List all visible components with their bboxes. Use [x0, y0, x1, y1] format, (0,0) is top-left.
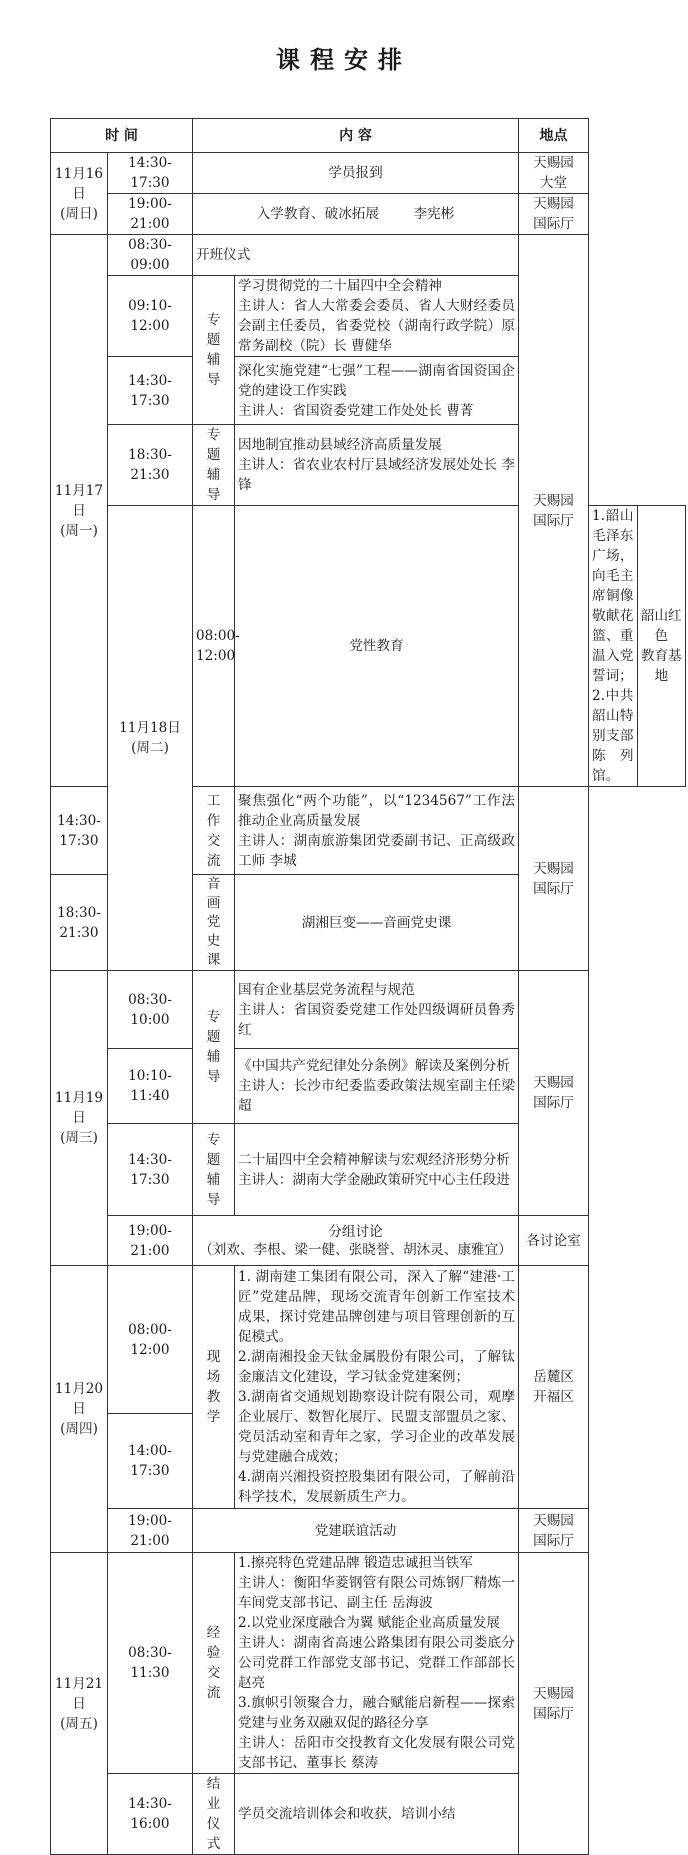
- place-cell: 各讨论室: [519, 1216, 589, 1266]
- date-cell: 11月20日 (周四): [51, 1266, 108, 1553]
- content-cell: 因地制宜推动县域经济高质量发展 主讲人：省农业农村厅县域经济发展处处长 李锋: [235, 425, 519, 506]
- date-cell: 11月19日 (周三): [51, 971, 108, 1266]
- category-cell: 现场教学: [193, 1266, 235, 1509]
- category-cell: 音画党史课: [193, 875, 235, 971]
- content-cell: 二十届四中全会精神解读与宏观经济形势分析 主讲人：湖南大学金融政策研究中心主任段进: [235, 1124, 519, 1216]
- time-cell: 14:30-16:00: [108, 1774, 193, 1855]
- time-cell: 19:00-21:00: [108, 1216, 193, 1266]
- content-cell: 入学教育、破冰拓展 李宪彬: [193, 194, 519, 235]
- page-title: 课程安排: [276, 45, 412, 74]
- header-row: [51, 119, 686, 153]
- place-cell: 天赐园 国际厅: [519, 235, 589, 787]
- content-cell: 分组讨论 （刘欢、李根、梁一健、张晓誉、胡沐灵、康雅宜）: [193, 1216, 519, 1266]
- time-cell: 14:00-17:30: [108, 1414, 193, 1509]
- table-row: [51, 1774, 686, 1855]
- time-cell: 08:30-11:30: [108, 1553, 193, 1774]
- date-cell: 11月16日 (周日): [51, 153, 108, 235]
- table-row: [51, 153, 686, 194]
- place-cell: 天赐园 国际厅: [519, 1553, 589, 1855]
- date-cell: 11月17日 (周一): [51, 235, 108, 787]
- content-cell: 学员交流培训体会和收获，培训小结: [235, 1774, 519, 1855]
- category-cell: 专题辅导: [193, 1124, 235, 1216]
- content-cell: 深化实施党建“七强”工程——湖南省国资国企党的建设工作实践 主讲人：省国资委党建工作处处长 曹菁: [235, 357, 519, 425]
- category-cell: 工作交流: [193, 787, 235, 875]
- time-cell: 18:30-21:30: [108, 425, 193, 506]
- category-cell: 经验交流: [193, 1553, 235, 1774]
- table-row: [51, 425, 686, 506]
- table-row: [51, 1124, 686, 1216]
- time-cell: 14:30-17:30: [51, 787, 108, 875]
- time-cell: 09:10-12:00: [108, 276, 193, 357]
- category-cell: 结业仪式: [193, 1774, 235, 1855]
- table-row: [51, 235, 686, 276]
- content-cell: 1. 湖南建工集团有限公司，深入了解“建港·工匠”党建品牌，现场交流青年创新工作室技术成果，探讨党建品牌创建与项目管理创新的互促模式。 2.湖南湘投金天钛金属股份有限公司，了解钛金廉洁文化建设，学习钛金党建案例； 3.湖南省交通规划勘察设计院有限公司，观摩企业展厅、数智化展厅、民盟支部盟员之家、党员活动室和青年之家，学习企业的改革发展与党建融合成效； 4.湖南兴湘投资控股集团有限公司，了解前沿科学技术，发展新质生产力。: [235, 1266, 519, 1509]
- category-cell: 专题辅导: [193, 425, 235, 506]
- table-row: [51, 194, 686, 235]
- table-row: [51, 506, 686, 787]
- category-cell: 专题辅导: [193, 276, 235, 425]
- place-cell: 天赐园 国际厅: [519, 971, 589, 1216]
- table-row: [51, 276, 686, 357]
- category-cell: 党性教育: [235, 506, 519, 787]
- header-content: 内 容: [193, 119, 519, 153]
- time-cell: 14:30-17:30: [108, 357, 193, 425]
- content-cell: 《中国共产党纪律处分条例》解读及案例分析 主讲人：长沙市纪委监委政策法规室副主任梁超: [235, 1049, 519, 1124]
- table-row: [51, 1553, 686, 1774]
- table-row: [51, 1049, 686, 1124]
- date-cell: 11月21日 (周五): [51, 1553, 108, 1855]
- content-cell: 1.韶山毛泽东广场，向毛主席铜像敬献花篮、重温入党誓词； 2.中共韶山特别支部陈列馆。: [589, 506, 638, 787]
- content-cell: 开班仪式: [193, 235, 519, 276]
- place-cell: 韶山红色 教育基地: [637, 506, 686, 787]
- content-cell: 聚焦强化“两个功能”，以“1234567”工作法推动企业高质量发展 主讲人：湖南旅游集团党委副书记、正高级政工师 李城: [235, 787, 519, 875]
- place-cell: 天赐园 国际厅: [519, 194, 589, 235]
- table-row: [51, 1216, 686, 1266]
- content-cell: 湖湘巨变——音画党史课: [235, 875, 519, 971]
- time-cell: 08:30-10:00: [108, 971, 193, 1049]
- content-cell: 国有企业基层党务流程与规范 主讲人：省国资委党建工作处四级调研员鲁秀红: [235, 971, 519, 1049]
- time-cell: 08:30-09:00: [108, 235, 193, 276]
- place-cell: 天赐园 国际厅: [519, 787, 589, 971]
- place-cell: 天赐园 大堂: [519, 153, 589, 194]
- content-cell: 学习贯彻党的二十届四中全会精神 主讲人：省人大常委会委员、省人大财经委员会副主任委员，省委党校（湖南行政学院）原常务副校（院）长 曹健华: [235, 276, 519, 357]
- header-time: 时 间: [51, 119, 193, 153]
- time-cell: 19:00-21:00: [108, 194, 193, 235]
- content-cell: 1.擦亮特色党建品牌 锻造忠诚担当铁军 主讲人：衡阳华菱钢管有限公司炼钢厂精炼一车间党支部书记、副主任 岳海波 2.以党业深度融合为翼 赋能企业高质量发展 主讲人：湖南省高速公路集团有限公司娄底分公司党群工作部党支部书记、党群工作部部长 赵亮 3.旗帜引领聚合力，融合赋能启新程——探索党建与业务双融双促的路径分享 主讲人：岳阳市交投教育文化发展有限公司党支部书记、董事长 蔡涛: [235, 1553, 519, 1774]
- place-cell: 岳麓区 开福区: [519, 1266, 589, 1509]
- table-row: [51, 1266, 686, 1414]
- content-cell: 学员报到: [193, 153, 519, 194]
- time-cell: 08:00-12:00: [108, 1266, 193, 1414]
- time-cell: 18:30-21:30: [51, 875, 108, 971]
- table-row: [51, 357, 686, 425]
- table-row: [51, 1509, 686, 1553]
- time-cell: 08:00-12:00: [193, 506, 235, 787]
- header-place: 地点: [519, 119, 589, 153]
- time-cell: 14:30-17:30: [108, 153, 193, 194]
- category-cell: 专题辅导: [193, 971, 235, 1124]
- date-cell: 11月18日 (周二): [108, 506, 193, 971]
- time-cell: 10:10-11:40: [108, 1049, 193, 1124]
- place-cell: 天赐园 国际厅: [519, 1509, 589, 1553]
- table-row: [51, 971, 686, 1049]
- time-cell: 14:30-17:30: [108, 1124, 193, 1216]
- content-cell: 党建联谊活动: [193, 1509, 519, 1553]
- schedule-table: [50, 118, 686, 1855]
- time-cell: 19:00-21:00: [108, 1509, 193, 1553]
